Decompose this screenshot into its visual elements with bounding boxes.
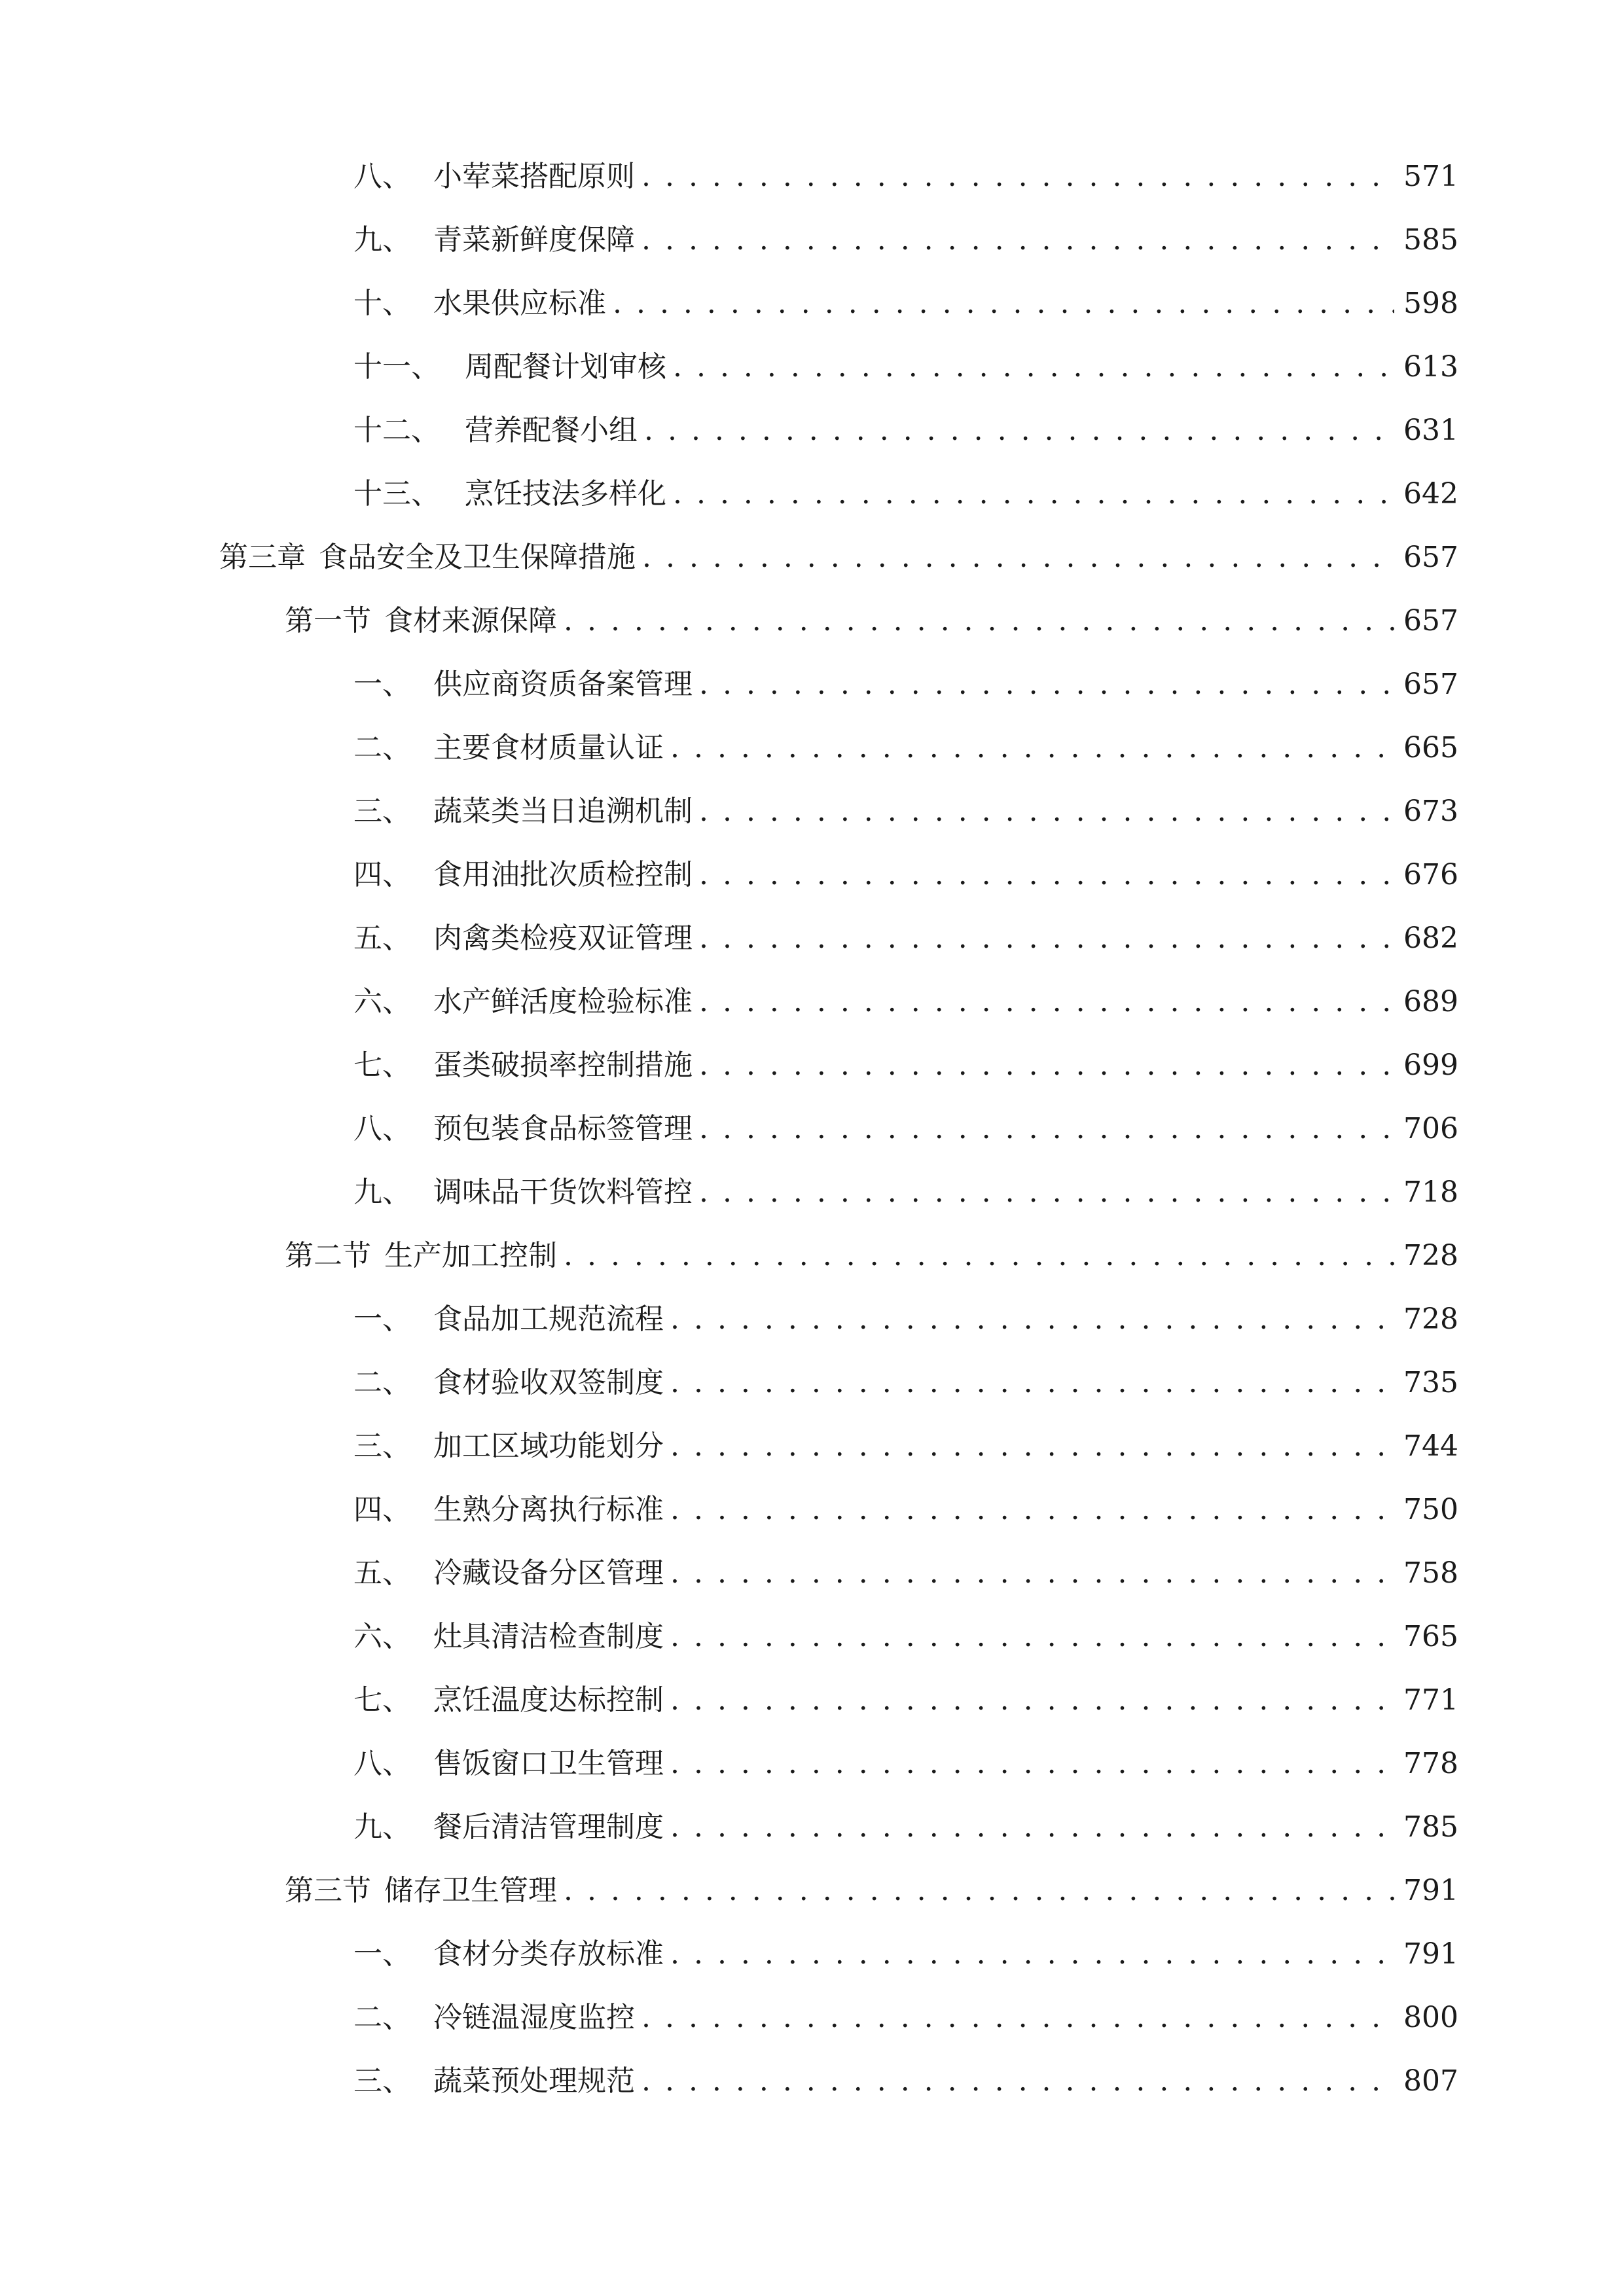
toc-section[interactable] — [285, 601, 1458, 641]
toc-entry-page: 791 — [1403, 1874, 1458, 1907]
toc-entry-page: 750 — [1403, 1493, 1458, 1526]
toc-entry-title: 售饭窗口卫生管理 — [433, 1747, 664, 1780]
toc-entry-title: 食材来源保障 — [384, 604, 557, 637]
toc-entry-page: 657 — [1403, 668, 1458, 701]
dot-leader — [613, 284, 1394, 323]
toc-entry-title: 蛋类破损率控制措施 — [433, 1049, 693, 1082]
toc-entry-number: 三、 — [353, 1429, 411, 1463]
toc-entry[interactable] — [353, 2062, 1458, 2101]
toc-entry-number: 七、 — [353, 1049, 411, 1082]
toc-entry-title: 调味品干货饮料管控 — [433, 1175, 693, 1209]
toc-entry-page: 718 — [1403, 1175, 1458, 1209]
dot-leader — [641, 221, 1394, 260]
toc-entry[interactable] — [353, 221, 1458, 260]
toc-entry-number: 六、 — [353, 1620, 411, 1653]
toc-entry[interactable] — [353, 1300, 1458, 1339]
dot-leader — [673, 475, 1394, 514]
toc-entry-page: 728 — [1403, 1239, 1458, 1272]
toc-entry[interactable] — [353, 1808, 1458, 1847]
toc-entry-number: 十、 — [353, 287, 411, 320]
toc-entry[interactable] — [353, 348, 1458, 387]
toc-entry-number: 三、 — [353, 795, 411, 828]
toc-entry[interactable] — [353, 284, 1458, 323]
toc-entry-title: 加工区域功能划分 — [433, 1429, 664, 1463]
toc-entry-page: 728 — [1403, 1302, 1458, 1336]
toc-entry-title: 食品安全及卫生保障措施 — [319, 541, 636, 574]
toc-entry[interactable] — [353, 1427, 1458, 1466]
toc-entry-number: 八、 — [353, 160, 411, 193]
toc-entry-number: 九、 — [353, 1175, 411, 1209]
toc-entry-title: 灶具清洁检查制度 — [433, 1620, 664, 1653]
toc-entry-page: 778 — [1403, 1747, 1458, 1780]
toc-entry-page: 771 — [1403, 1683, 1458, 1717]
toc-entry-number: 二、 — [353, 1366, 411, 1399]
toc-entry-page: 706 — [1403, 1112, 1458, 1145]
toc-entry-page: 676 — [1403, 858, 1458, 891]
toc-entry-title: 冷链温湿度监控 — [433, 2001, 635, 2034]
dot-leader — [670, 1300, 1394, 1339]
toc-entry-number: 九、 — [353, 223, 411, 257]
toc-entry-title: 水果供应标准 — [433, 287, 606, 320]
toc-entry-title: 食品加工规范流程 — [433, 1302, 664, 1336]
dot-leader — [670, 728, 1394, 768]
toc-entry-number: 一、 — [353, 668, 411, 701]
toc-section[interactable] — [285, 1871, 1458, 1910]
toc-entry-number: 二、 — [353, 2001, 411, 2034]
dot-leader — [641, 157, 1394, 196]
toc-entry-title: 食用油批次质检控制 — [433, 858, 693, 891]
toc-entry[interactable] — [353, 982, 1458, 1022]
toc-entry[interactable] — [353, 475, 1458, 514]
toc-entry[interactable] — [353, 1681, 1458, 1720]
toc-entry-title: 供应商资质备案管理 — [433, 668, 693, 701]
toc-entry-page: 785 — [1403, 1810, 1458, 1844]
dot-leader — [670, 1490, 1394, 1530]
toc-entry-title: 生产加工控制 — [384, 1239, 557, 1272]
toc-entry-title: 预包装食品标签管理 — [433, 1112, 693, 1145]
toc-entry-title: 肉禽类检疫双证管理 — [433, 922, 693, 955]
dot-leader — [673, 348, 1394, 387]
toc-entry-number: 八、 — [353, 1112, 411, 1145]
toc-entry-number: 一、 — [353, 1302, 411, 1336]
dot-leader — [699, 919, 1394, 958]
toc-entry[interactable] — [353, 1554, 1458, 1593]
dot-leader — [699, 1109, 1394, 1149]
dot-leader — [641, 1998, 1394, 2037]
toc-entry-number: 一、 — [353, 1937, 411, 1971]
dot-leader — [670, 1681, 1394, 1720]
toc-entry-number: 五、 — [353, 1556, 411, 1590]
toc-entry-title: 青菜新鲜度保障 — [433, 223, 635, 257]
dot-leader — [564, 1236, 1394, 1276]
toc-entry-page: 598 — [1403, 287, 1458, 320]
toc-entry-number: 第三章 — [219, 541, 306, 574]
toc-entry-number: 十一、 — [353, 350, 440, 384]
toc-entry[interactable] — [353, 1109, 1458, 1149]
toc-entry-page: 665 — [1403, 731, 1458, 764]
toc-entry-page: 657 — [1403, 604, 1458, 637]
toc-entry-title: 蔬菜预处理规范 — [433, 2064, 635, 2098]
dot-leader — [699, 1046, 1394, 1085]
dot-leader — [670, 1744, 1394, 1784]
toc-entry-page: 571 — [1403, 160, 1458, 193]
toc-entry-page: 735 — [1403, 1366, 1458, 1399]
toc-entry-number: 第三节 — [285, 1874, 371, 1907]
toc-entry-title: 主要食材质量认证 — [433, 731, 664, 764]
toc-entry-page: 631 — [1403, 414, 1458, 447]
toc-entry-title: 餐后清洁管理制度 — [433, 1810, 664, 1844]
dot-leader — [642, 538, 1394, 577]
toc-entry-number: 十二、 — [353, 414, 440, 447]
toc-entry[interactable] — [353, 1046, 1458, 1085]
toc-entry[interactable] — [353, 1935, 1458, 1974]
toc-chapter[interactable] — [219, 538, 1458, 577]
toc-entry-page: 585 — [1403, 223, 1458, 257]
toc-entry-page: 791 — [1403, 1937, 1458, 1971]
toc-entry-title: 水产鲜活度检验标准 — [433, 985, 693, 1018]
toc-entry-page: 807 — [1403, 2064, 1458, 2098]
toc-entry-title: 蔬菜类当日追溯机制 — [433, 795, 693, 828]
dot-leader — [699, 855, 1394, 895]
dot-leader — [670, 1554, 1394, 1593]
toc-entry-page: 765 — [1403, 1620, 1458, 1653]
toc-entry[interactable] — [353, 157, 1458, 196]
dot-leader — [670, 1935, 1394, 1974]
dot-leader — [644, 411, 1394, 450]
dot-leader — [699, 665, 1394, 704]
toc-entry-page: 642 — [1403, 477, 1458, 511]
toc-entry-number: 十三、 — [353, 477, 440, 511]
toc-entry-number: 七、 — [353, 1683, 411, 1717]
toc-entry-number: 二、 — [353, 731, 411, 764]
dot-leader — [699, 1173, 1394, 1212]
toc-entry[interactable] — [353, 1173, 1458, 1212]
toc-entry-number: 五、 — [353, 922, 411, 955]
toc-entry-title: 烹饪温度达标控制 — [433, 1683, 664, 1717]
toc-entry-number: 四、 — [353, 1493, 411, 1526]
toc-entry[interactable] — [353, 1744, 1458, 1784]
toc-entry[interactable] — [353, 728, 1458, 768]
toc-entry-page: 682 — [1403, 922, 1458, 955]
toc-entry[interactable] — [353, 411, 1458, 450]
toc-entry-number: 八、 — [353, 1747, 411, 1780]
dot-leader — [699, 982, 1394, 1022]
toc-entry-number: 六、 — [353, 985, 411, 1018]
toc-entry-number: 三、 — [353, 2064, 411, 2098]
toc-entry-page: 744 — [1403, 1429, 1458, 1463]
toc-entry-title: 食材验收双签制度 — [433, 1366, 664, 1399]
toc-entry-title: 生熟分离执行标准 — [433, 1493, 664, 1526]
dot-leader — [670, 1808, 1394, 1847]
toc-entry-page: 800 — [1403, 2001, 1458, 2034]
toc-entry[interactable] — [353, 1363, 1458, 1403]
toc-entry[interactable] — [353, 1490, 1458, 1530]
toc-entry-page: 613 — [1403, 350, 1458, 384]
toc-entry-page: 689 — [1403, 985, 1458, 1018]
toc-entry-number: 九、 — [353, 1810, 411, 1844]
toc-entry-number: 四、 — [353, 858, 411, 891]
dot-leader — [564, 1871, 1394, 1910]
dot-leader — [641, 2062, 1394, 2101]
toc-section[interactable] — [285, 1236, 1458, 1276]
dot-leader — [670, 1617, 1394, 1657]
toc-entry-page: 699 — [1403, 1049, 1458, 1082]
toc-entry-title: 储存卫生管理 — [384, 1874, 557, 1907]
dot-leader — [670, 1427, 1394, 1466]
toc-entry-page: 657 — [1403, 541, 1458, 574]
toc-entry-title: 周配餐计划审核 — [465, 350, 666, 384]
toc-entry-title: 食材分类存放标准 — [433, 1937, 664, 1971]
toc-entry[interactable] — [353, 855, 1458, 895]
toc-entry[interactable] — [353, 792, 1458, 831]
toc-entry-title: 小荤菜搭配原则 — [433, 160, 635, 193]
toc-entry-title: 烹饪技法多样化 — [465, 477, 666, 511]
toc-entry[interactable] — [353, 1998, 1458, 2037]
toc-entry[interactable] — [353, 1617, 1458, 1657]
toc-entry-page: 758 — [1403, 1556, 1458, 1590]
toc-entry[interactable] — [353, 919, 1458, 958]
dot-leader — [670, 1363, 1394, 1403]
toc-entry-title: 营养配餐小组 — [465, 414, 638, 447]
toc-entry[interactable] — [353, 665, 1458, 704]
toc-entry-number: 第一节 — [285, 604, 371, 637]
dot-leader — [564, 601, 1394, 641]
toc-entry-number: 第二节 — [285, 1239, 371, 1272]
toc-entry-title: 冷藏设备分区管理 — [433, 1556, 664, 1590]
toc-entry-page: 673 — [1403, 795, 1458, 828]
dot-leader — [699, 792, 1394, 831]
